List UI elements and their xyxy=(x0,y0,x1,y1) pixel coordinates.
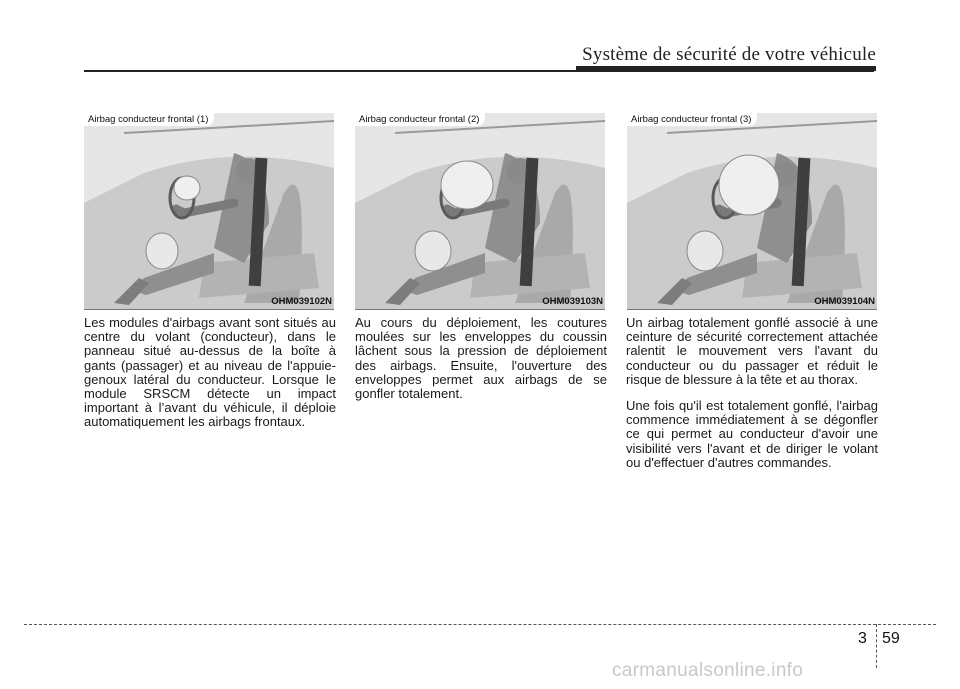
figure-caption: Airbag conducteur frontal (3) xyxy=(627,113,757,126)
body-paragraph: Les modules d'airbags avant sont situés au centre du volant (conducteur), dans le panneau situé au-dessus de la boîte à gants (passager) et au niveau de l'appuie-genoux latéral du conducteur. Lorsque le module SRSCM détecte un impact important à l’avant du véhicule, il déploie automatiquement les airbags frontaux. xyxy=(84,315,336,430)
body-paragraph: Une fois qu'il est totalement gonflé, l'airbag commence immédiatement à se dégonfler ce qui permet au conducteur d'avoir une visibilité vers l'avant et de diriger le volant ou d'effectuer d'autres commandes. xyxy=(626,398,878,470)
figure-airbag-stage-2 xyxy=(355,113,605,310)
chapter-number: 3 xyxy=(858,630,867,647)
airbag-illustration-3 xyxy=(627,113,877,309)
page-number: 59 xyxy=(882,630,900,647)
text-column-3 xyxy=(626,316,878,482)
body-paragraph: Un airbag totalement gonflé associé à une ceinture de sécurité correctement attachée ralentit le mouvement vers l'avant du conducteur ou du passager et réduit le risque de blessure à la tête et au thorax. xyxy=(626,315,878,387)
text-column-1 xyxy=(84,316,336,442)
airbag-illustration-2 xyxy=(355,113,605,309)
body-paragraph: Au cours du déploiement, les coutures moulées sur les enveloppes du coussin lâchent sous la pression de déploiement des airbags. Ensuite, l'ouverture des enveloppes permet aux airbags de se gonfler totalement. xyxy=(355,315,607,402)
figure-code: OHM039103N xyxy=(542,296,603,307)
figure-airbag-stage-3 xyxy=(627,113,877,310)
footer-divider xyxy=(876,624,877,668)
airbag-illustration-1 xyxy=(84,113,334,309)
figure-code: OHM039102N xyxy=(271,296,332,307)
header-rule-accent xyxy=(576,66,876,71)
page-header-title: Système de sécurité de votre véhicule xyxy=(582,44,876,65)
figure-code: OHM039104N xyxy=(814,296,875,307)
figure-airbag-stage-1 xyxy=(84,113,334,310)
figure-caption: Airbag conducteur frontal (2) xyxy=(355,113,485,126)
figure-caption: Airbag conducteur frontal (1) xyxy=(84,113,214,126)
text-column-2 xyxy=(355,316,607,413)
watermark: carmanualsonline.info xyxy=(612,660,804,681)
footer-rule xyxy=(24,624,936,625)
